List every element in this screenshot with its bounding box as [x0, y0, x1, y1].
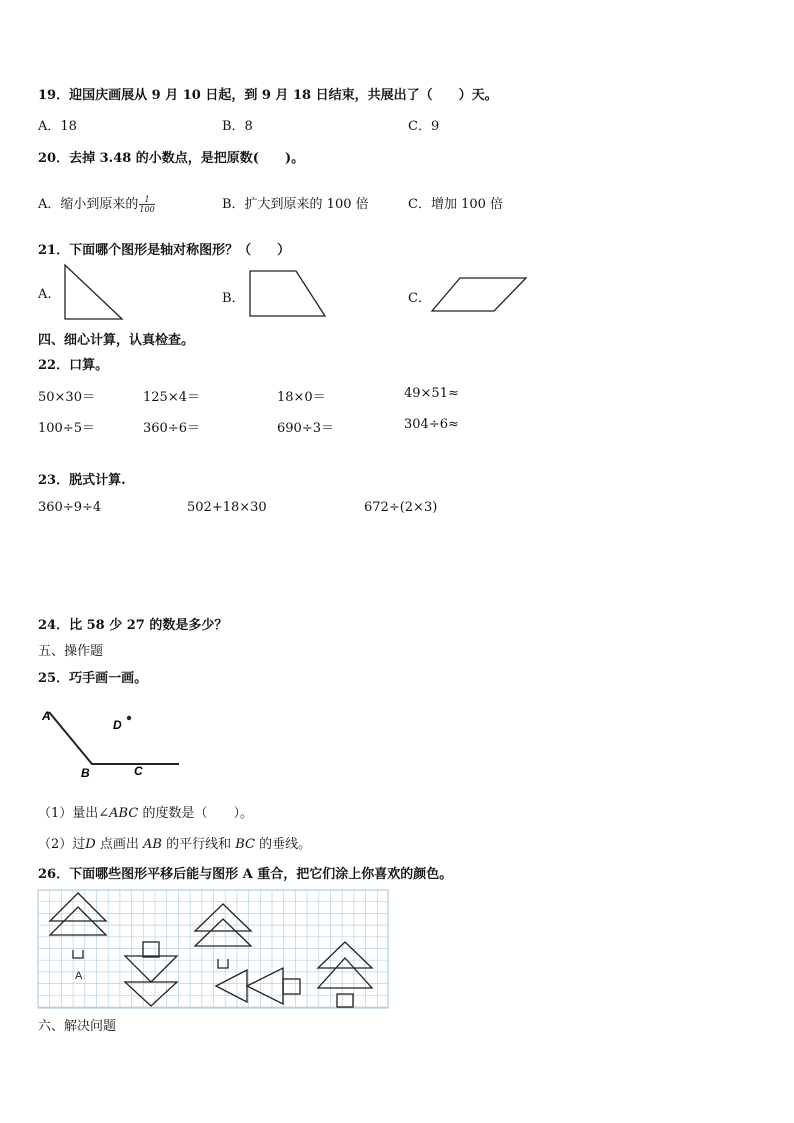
segment-ab-notation: AB — [142, 837, 162, 852]
q21-option-b-label: B． — [222, 291, 245, 306]
q20-option-b: B．扩大到原来的 100 倍 — [222, 197, 369, 212]
q25-sub1-pre: （1）量出 — [38, 806, 99, 821]
q21-option-a-label: A. — [38, 287, 52, 302]
grid-background — [38, 890, 388, 1008]
question-20-stem: 20．去掉 3.48 的小数点，是把原数( )。 — [38, 151, 305, 166]
shape-a-label: A — [75, 970, 83, 982]
parallelogram-figure — [428, 274, 530, 316]
step-calc-item: 672÷(2×3) — [364, 500, 438, 515]
fraction-one-hundredth — [139, 195, 154, 214]
question-21-stem: 21．下面哪个图形是轴对称图形？（ ） — [38, 243, 291, 258]
point-label-a: A — [42, 709, 51, 723]
q25-sub1-post: 的度数是（ ）。 — [138, 806, 253, 821]
point-d-notation: D — [85, 837, 96, 852]
point-d-dot — [127, 716, 131, 720]
angle-abc-figure — [36, 700, 186, 782]
step-calc-item: 360÷9÷4 — [38, 500, 102, 515]
oral-calc-item: 360÷6＝ — [143, 421, 200, 436]
segment-bc-notation: BC — [235, 837, 255, 852]
point-label-c: C — [134, 764, 143, 778]
point-label-d: D — [113, 718, 122, 732]
q25-sub2-post: 的垂线。 — [254, 837, 312, 852]
step-calc-item: 502+18×30 — [187, 500, 267, 515]
question-25-stem: 25．巧手画一画。 — [38, 671, 148, 686]
q25-sub2 — [38, 833, 311, 852]
q20-option-a — [38, 193, 155, 214]
q21-option-c-label: C． — [408, 291, 431, 306]
fraction-denominator: 100 — [139, 205, 155, 214]
q25-sub1 — [38, 802, 253, 821]
oral-calc-item: 18×0＝ — [277, 390, 326, 405]
q19-option-b: B．8 — [222, 119, 253, 134]
right-triangle-figure — [60, 262, 126, 322]
q19-option-a: A．18 — [38, 119, 77, 134]
question-26-stem: 26．下面哪些图形平移后能与图形 A 重合，把它们涂上你喜欢的颜色。 — [38, 867, 453, 882]
oral-calc-item: 690÷3＝ — [277, 421, 334, 436]
q25-sub2-mid2: 的平行线和 — [161, 837, 236, 852]
question-23-stem: 23．脱式计算. — [38, 473, 126, 488]
oral-calc-item: 49×51≈ — [404, 386, 459, 401]
oral-calc-item: 304÷6≈ — [404, 417, 459, 432]
q25-sub2-mid1: 点画出 — [95, 837, 143, 852]
question-22-stem: 22．口算。 — [38, 358, 109, 373]
section-5-heading: 五、操作题 — [38, 644, 104, 659]
q25-sub2-pre: （2）过 — [38, 837, 86, 852]
point-label-b: B — [81, 766, 90, 780]
section-6-heading: 六、解决问题 — [38, 1019, 117, 1034]
oral-calc-item: 125×4＝ — [143, 390, 200, 405]
section-4-heading: 四、细心计算，认真检查。 — [38, 333, 195, 348]
q19-option-c: C．9 — [408, 119, 440, 134]
oral-calc-item: 100÷5＝ — [38, 421, 95, 436]
q20-option-c: C．增加 100 倍 — [408, 197, 504, 212]
q20-option-a-text: A．缩小到原来的 — [38, 197, 139, 212]
right-trapezoid-figure — [246, 268, 330, 320]
question-24-stem: 24．比 58 少 27 的数是多少？ — [38, 618, 228, 633]
question-19-stem: 19．迎国庆画展从 9 月 10 日起，到 9 月 18 日结束，共展出了（ ）天。 — [38, 88, 498, 103]
angle-abc-notation: ∠ABC — [98, 806, 139, 821]
translation-grid-figure — [36, 888, 392, 1012]
fraction-numerator: 1 — [139, 195, 154, 205]
oral-calc-item: 50×30＝ — [38, 390, 95, 405]
